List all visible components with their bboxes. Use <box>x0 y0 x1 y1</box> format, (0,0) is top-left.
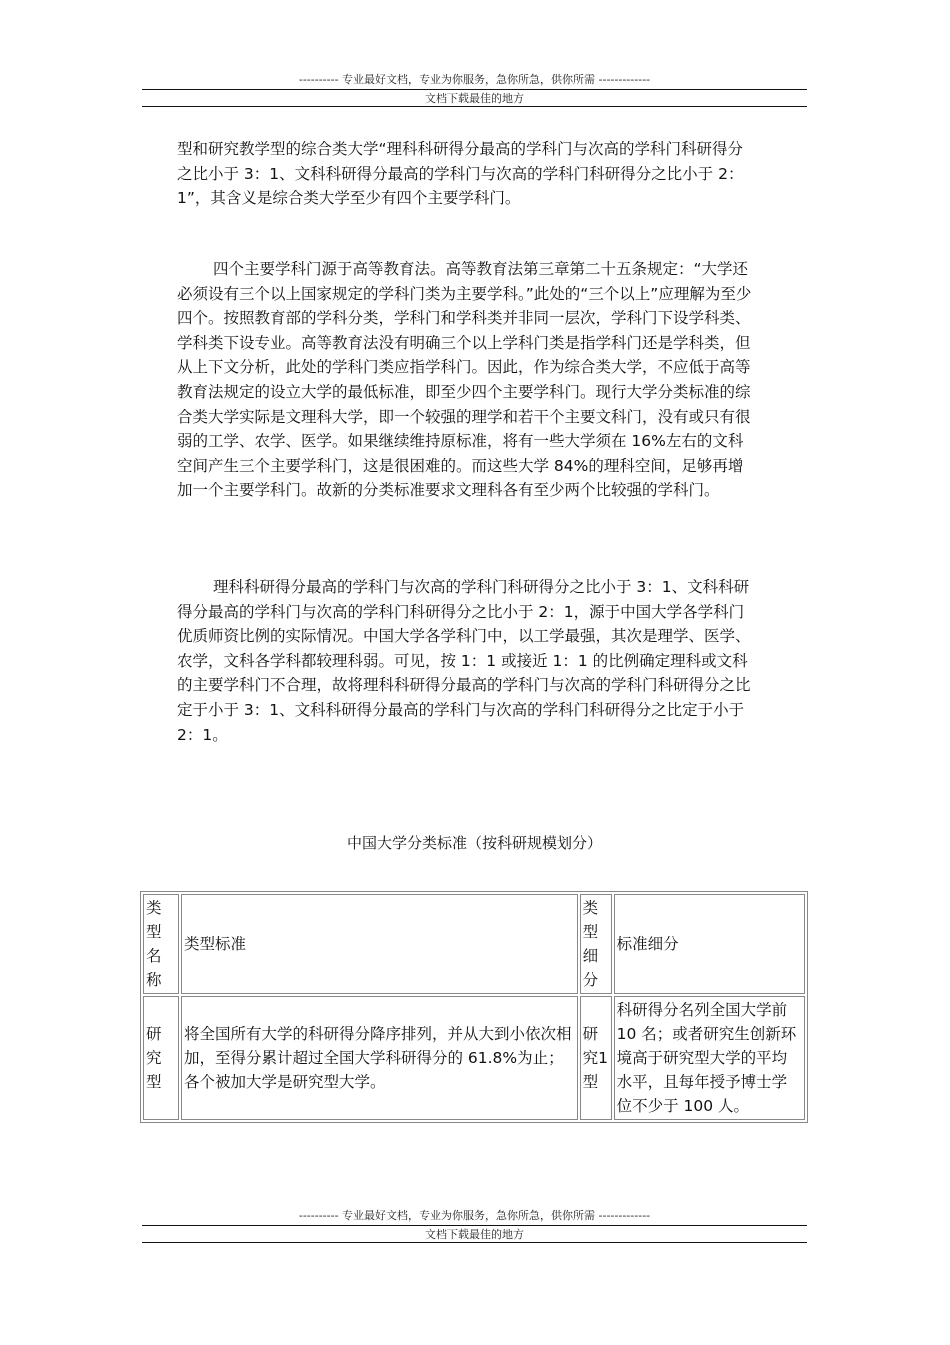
cell-type-name: 研究型 <box>143 996 179 1120</box>
header-rule-bottom <box>142 106 807 107</box>
header-cell-standard: 类型标准 <box>181 894 578 994</box>
cell-type-detail: 科研得分名列全国大学前 10 名；或者研究生创新环境高于研究型大学的平均水平，且每年授予博士学位不少于 100 人。 <box>614 996 805 1120</box>
paragraph-1 <box>177 137 757 211</box>
cell-type-sub: 研究1型 <box>580 996 612 1120</box>
paragraph-1-text: 型和研究教学型的综合类大学“理科科研得分最高的学科门与次高的学科门科研得分之比小于 3：1、文科科研得分最高的学科门与次高的学科门科研得分之比小于 2：1”，其含义是综合类大学至少有四个主要学科门。 <box>177 140 744 208</box>
cell-type-standard: 将全国所有大学的科研得分降序排列，并从大到小依次相加，至得分累计超过全国大学科研得分的 61.8%为止；各个被加大学是研究型大学。 <box>181 996 578 1120</box>
header-cell-sub: 类型细分 <box>580 894 612 994</box>
footer-subtitle: 文档下载最佳的地方 <box>425 1228 524 1241</box>
page-header <box>142 73 807 107</box>
footer-rule-bottom <box>142 1242 807 1243</box>
standards-table <box>140 891 808 1123</box>
table-caption: 中国大学分类标准（按科研规模划分） <box>346 834 602 852</box>
page-footer <box>142 1209 807 1243</box>
paragraph-3 <box>177 575 757 747</box>
paragraph-2 <box>177 257 757 503</box>
header-cell-detail: 标准细分 <box>614 894 805 994</box>
header-cell-name: 类型名称 <box>143 894 179 994</box>
footer-tagline: ---------- 专业最好文档，专业为你服务，急你所急，供你所需 ------------- <box>298 1209 651 1222</box>
header-subtitle: 文档下载最佳的地方 <box>425 92 524 105</box>
header-tagline: ---------- 专业最好文档，专业为你服务，急你所急，供你所需 ------------- <box>298 73 651 86</box>
paragraph-3-text: 理科科研得分最高的学科门与次高的学科门科研得分之比小于 3：1、文科科研得分最高的学科门与次高的学科门科研得分之比小于 2：1，源于中国大学各学科门优质师资比例的实际情况。中国大学各学科门中，以工学最强，其次是理学、医学、农学，文科各学科都较理科弱。可见，按 1：1 或接近 1：1 的比例确定理科或文科的主要学科门不合理，故将理科科研得分最高的学科门与次高的学科门科研得分之比定于小于 3：1、文科科研得分最高的学科门与次高的学科门科研得分之比定于小于 2：1。 <box>177 578 751 744</box>
paragraph-2-text: 四个主要学科门源于高等教育法。高等教育法第三章第二十五条规定：“大学还必须设有三个以上国家规定的学科门类为主要学科。”此处的“三个以上”应理解为至少四个。按照教育部的学科分类，学科门和学科类并非同一层次，学科门下设学科类、学科类下设专业。高等教育法没有明确三个以上学科门类是指学科门还是学科类，但从上下文分析，此处的学科门类应指学科门。因此，作为综合类大学，不应低于高等教育法规定的设立大学的最低标准，即至少四个主要学科门。现行大学分类标准的综合类大学实际是文理科大学，即一个较强的理学和若干个主要文科门，没有或只有很弱的工学、农学、医学。如果继续维持原标准，将有一些大学须在 16%左右的文科空间产生三个主要学科门，这是很困难的。而这些大学 84%的理科空间，足够再增加一个主要学科门。故新的分类标准要求文理科各有至少两个比较强的学科门。 <box>177 260 752 500</box>
table-header-row <box>143 894 805 994</box>
table-row <box>143 996 805 1120</box>
